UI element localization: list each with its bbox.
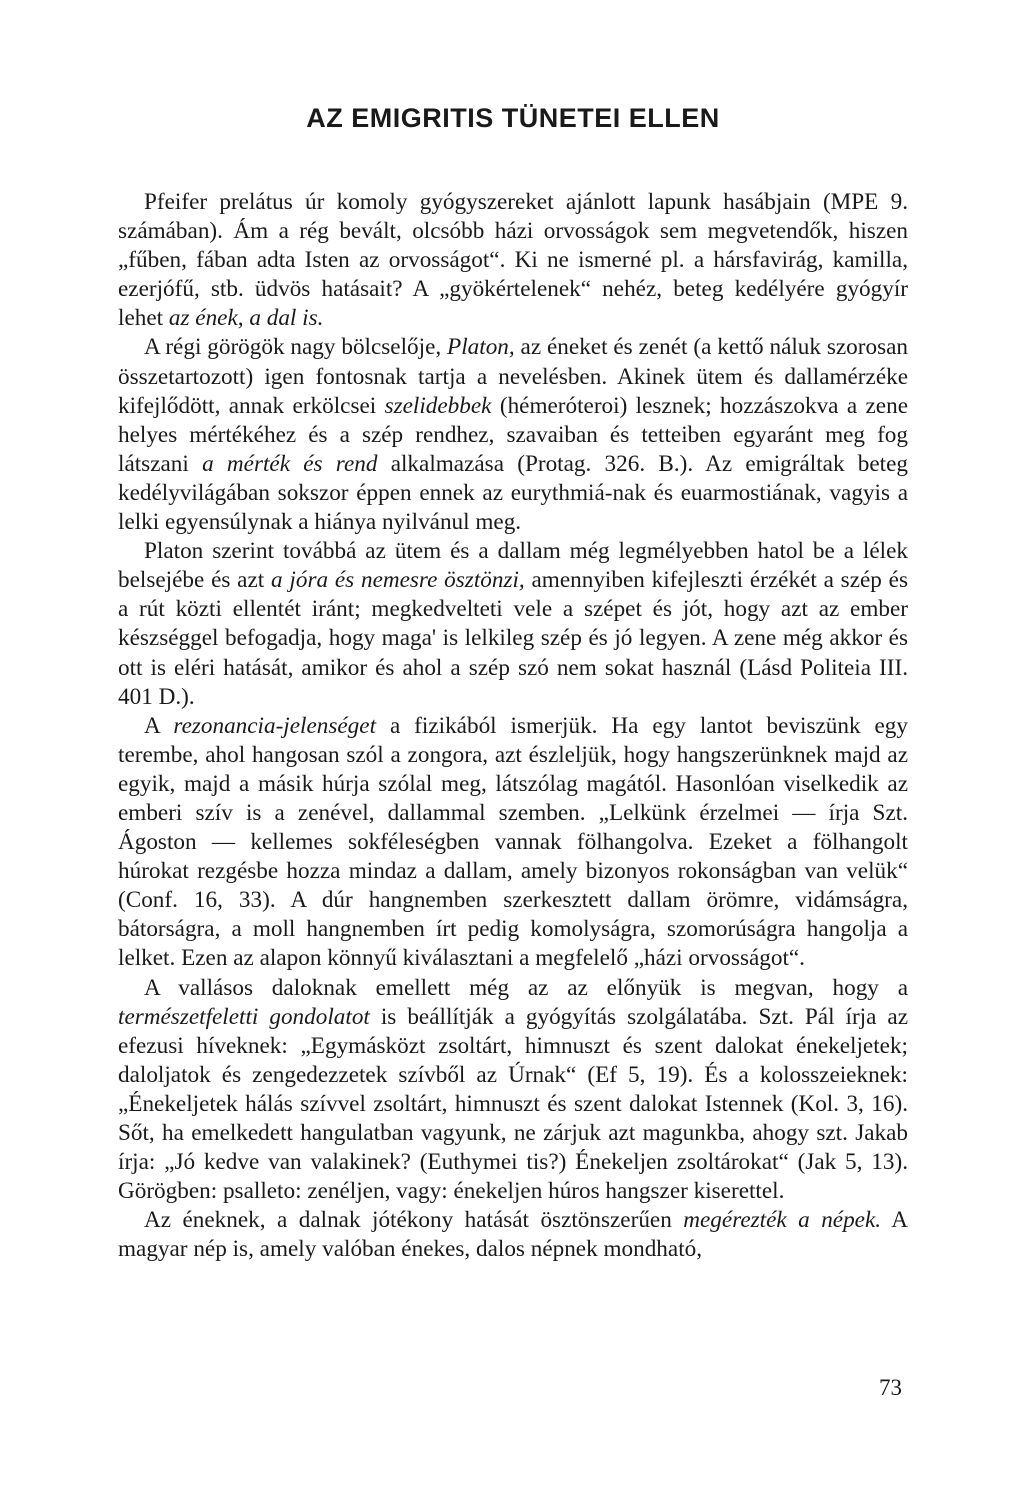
italic-phrase: Platon,: [447, 334, 515, 361]
text-run: is beállítják a gyógyítás szolgálatába. Szt. Pál írja az efezusi híveknek: „Egymásközt zsoltárt, himnuszt és szent dalokat énekeljetek; daloljatok és zengedezzetek szívből az Úrnak“ (Ef 5, 19). És a kolosszeieknek: „Énekeljetek hálás szívvel zsoltárt, himnuszt és szent dalokat Istennek (Kol. 3, 16). Sőt, ha emelkedett hangulatban vagyunk, ne zárjuk azt magunkba, ahogy szt. Jakab írja: „Jó kedve van valakinek? (Euthymei tis?) Énekeljen zsoltárokat“ (Jak 5, 13). Görögben: psalleto: zenéljen, vagy: énekeljen húros hangszer kiserettel.: [118, 1003, 908, 1205]
text-run: amennyiben kifejleszti érzékét a szép és a rút közti ellentét iránt; megkedvelteti vele a szépet és jót, hogy azt az ember készséggel befogadja, hogy maga' is lelkileg szép és jó legyen. A zene még akkor és ott is eléri hatását, amikor és ahol a szép szó nem sokat használ (Lásd Politeia III. 401 D.).: [118, 567, 909, 710]
italic-phrase: szelidebbek: [384, 392, 492, 419]
text-run: Pfeifer prelátus úr komoly gyógyszereket ajánlott lapunk hasábjain (MPE 9. számában). Ám a rég bevált, olcsóbb házi orvosságok sem megvetendők, hiszen „fűben, fában adta Isten az orvosságot“. Ki ne ismerné pl. a hársfavirág, kamilla, ezerjófű, stb. üdvös hatásait? A „gyökértelenek“ nehéz, beteg kedélyére gyógyír lehet: [118, 189, 908, 332]
italic-phrase: a mérték és rend: [202, 450, 378, 477]
italic-phrase: rezonancia-jelenséget: [173, 712, 377, 739]
paragraph: [118, 1206, 908, 1264]
paragraph: [118, 974, 908, 1207]
paragraph: [118, 333, 908, 537]
text-run: alkalmazása (Protag. 326. B.). Az emigráltak beteg kedélyvilágában sokszor éppen ennek az eurythmiá-nak és euarmostiának, vagyis a lelki egyensúlynak a hiánya nyilvánul meg.: [118, 450, 908, 536]
text-run: Az éneknek, a dalnak jótékony hatását ösztönszerűen: [144, 1207, 684, 1234]
italic-phrase: a jóra és nemesre ösztönzi,: [271, 567, 525, 594]
article-body: [118, 188, 908, 1264]
text-run: a fizikából ismerjük. Ha egy lantot beviszünk egy terembe, ahol hangosan szól a zongora, azt észleljük, hogy hangszerünknek majd az egyik, majd a másik húrja szólal meg, látszólag magától. Hasonlóan viselkedik az emberi szív is a zenével, dallammal szemben. „Lelkünk érzelmei — írja Szt. Ágoston — kellemes sokféleségben vannak fölhangolva. Ezeket a fölhangolt húrokat rezgésbe hozza mindaz a dallam, amely bizonyos rokonságban van velük“ (Conf. 16, 33). A dúr hangnemben szerkesztett dallam örömre, vidámságra, bátorságra, a moll hangnemben írt pedig komolyságra, szomorúságra hangolja a lelket. Ezen az alapon könnyű kiválasztani a megfelelő „házi orvosságot“.: [118, 712, 908, 972]
text-run: A régi görögök nagy bölcselője,: [144, 334, 448, 361]
text-run: A vallásos daloknak emellett még az az előnyük is megvan, hogy a: [144, 974, 908, 1001]
italic-phrase: természetfeletti gondolatot: [118, 1003, 370, 1030]
text-run: A: [144, 712, 174, 739]
document-page: [118, 0, 908, 1498]
paragraph: [118, 188, 908, 333]
paragraph: [118, 537, 908, 712]
text-run: (hémeróteroi) lesznek; hozzászokva a zene helyes mértékéhez és a szép rendhez, szavaiban és tetteiben egyaránt meg fog látszani: [118, 392, 908, 477]
italic-phrase: az ének, a dal is.: [168, 305, 324, 332]
text-run: az éneket és zenét (a kettő náluk szorosan összetartozott) igen fontosnak tartja a nevelésben. Akinek ütem és dallamérzéke kifejlődött, annak erkölcsei: [118, 334, 908, 419]
text-run: Platon szerint továbbá az ütem és a dallam még legmélyebben hatol be a lélek belsejébe és azt: [118, 538, 908, 594]
paragraph: [118, 712, 908, 974]
page-number: 73: [879, 1375, 902, 1400]
italic-phrase: megérezték a népek.: [683, 1207, 882, 1234]
text-run: A magyar nép is, amely valóban énekes, dalos népnek mondható,: [118, 1207, 908, 1263]
article-title: AZ EMIGRITIS TÜNETEI ELLEN: [306, 103, 720, 133]
